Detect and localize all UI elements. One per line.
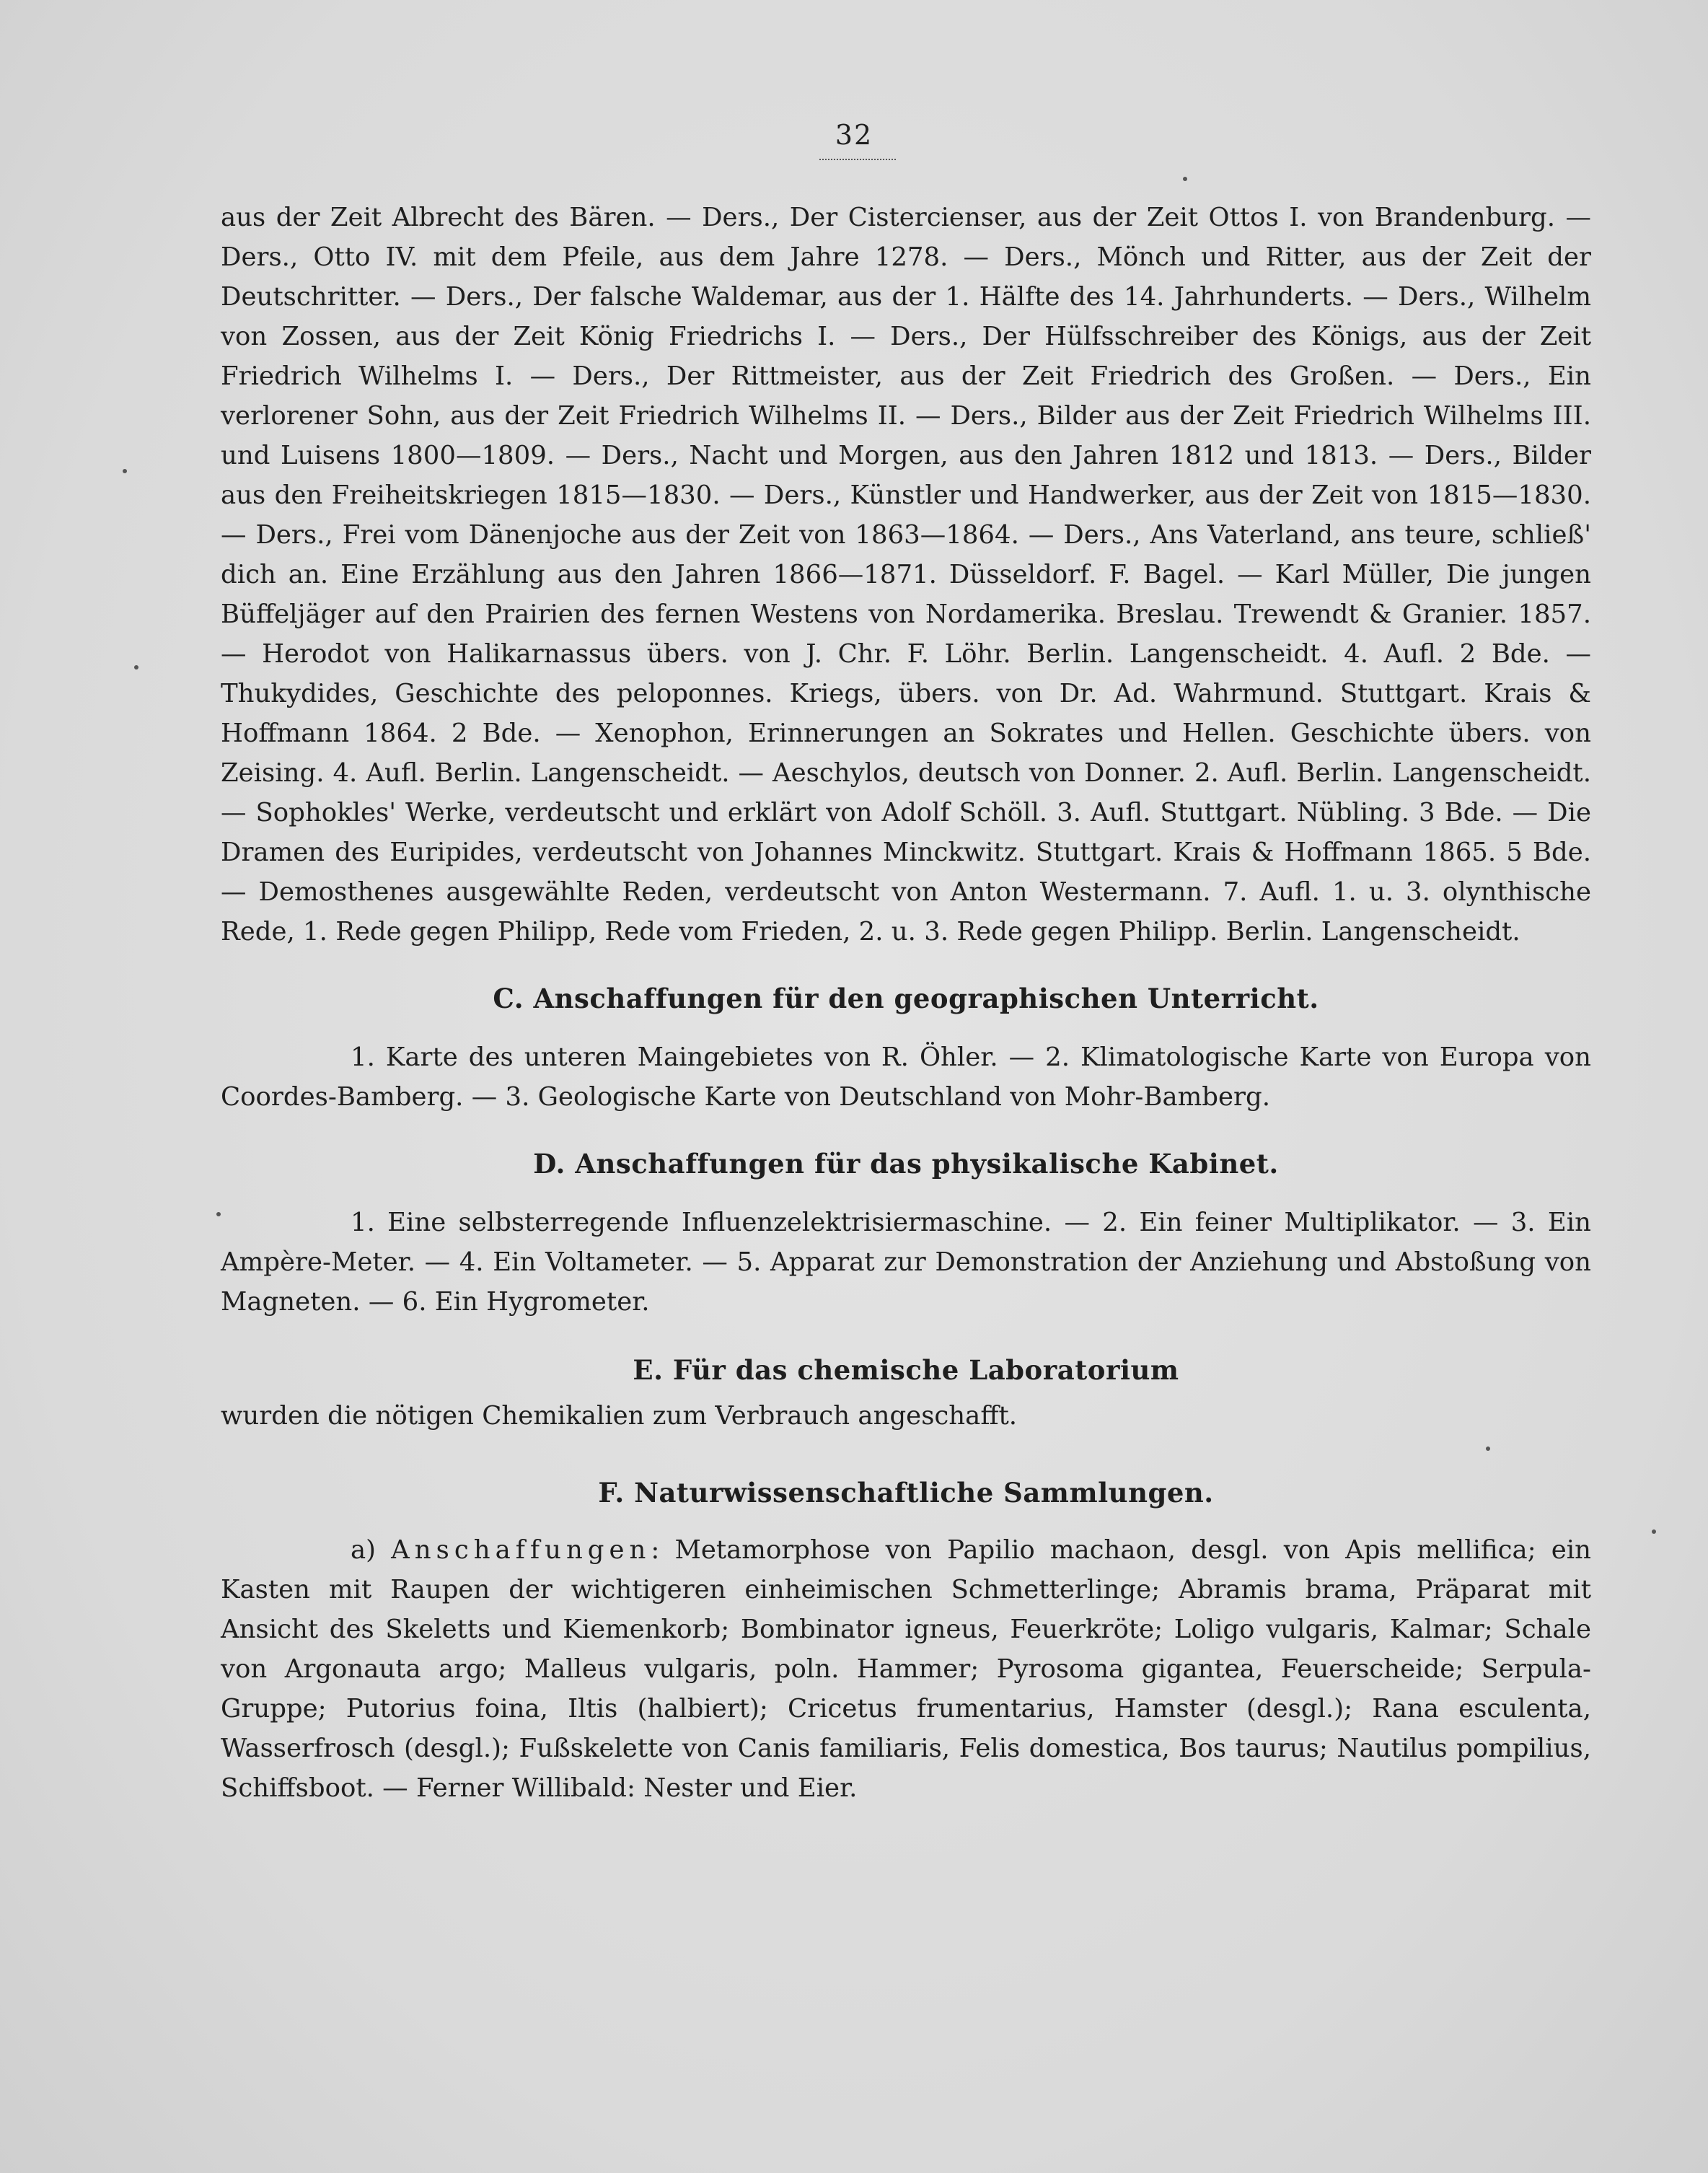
scan-speck <box>1652 1529 1656 1534</box>
section-d-body: 1. Eine selbsterregende Influenzelektrisiermaschine. — 2. Ein feiner Multiplikator. — 3. Ein Ampère-Meter. — 4. Ein Voltameter. — 5. Apparat zur Demonstration der Anziehung und Abstoßung von Magneten. — 6. Ein Hygrometer. <box>221 1208 1591 1317</box>
page-number-underline <box>819 159 896 160</box>
section-f-body <box>221 1530 1591 1808</box>
intro-paragraph: aus der Zeit Albrecht des Bären. — Ders., Der Cistercienser, aus der Zeit Ottos I. von Brandenburg. — Ders., Otto IV. mit dem Pfeile, aus dem Jahre 1278. — Ders., Mönch und Ritter, aus der Zeit der Deutschritter. — Ders., Der falsche Waldemar, aus der 1. Hälfte des 14. Jahrhunderts. — Ders., Wilhelm von Zossen, aus der Zeit König Friedrichs I. — Ders., Der Hülfsschreiber des Königs, aus der Zeit Friedrich Wilhelms I. — Ders., Der Rittmeister, aus der Zeit Friedrich des Großen. — Ders., Ein verlorener Sohn, aus der Zeit Friedrich Wilhelms II. — Ders., Bilder aus der Zeit Friedrich Wilhelms III. und Luisens 1800—1809. — Ders., Nacht und Morgen, aus den Jahren 1812 und 1813. — Ders., Bilder aus den Freiheitskriegen 1815—1830. — Ders., Künstler und Handwerker, aus der Zeit von 1815—1830. — Ders., Frei vom Dänenjoche aus der Zeit von 1863—1864. — Ders., Ans Vaterland, ans teure, schließ' dich an. Eine Erzählung aus den Jahren 1866—1871. Düsseldorf. F. Bagel. — Karl Müller, Die jungen Büffeljäger auf den Prairien des fernen Westens von Nordamerika. Breslau. Trewendt & Granier. 1857. — Herodot von Halikarnassus übers. von J. Chr. F. Löhr. Berlin. Langenscheidt. 4. Aufl. 2 Bde. — Thukydides, Geschichte des peloponnes. Kriegs, übers. von Dr. Ad. Wahrmund. Stuttgart. Krais & Hoffmann 1864. 2 Bde. — Xenophon, Erinnerungen an Sokrates und Hellen. Geschichte übers. von Zeising. 4. Aufl. Berlin. Langenscheidt. — Aeschylos, deutsch von Donner. 2. Aufl. Berlin. Langenscheidt. — Sophokles' Werke, verdeutscht und erklärt von Adolf Schöll. 3. Aufl. Stuttgart. Nübling. 3 Bde. — Die Dramen des Euripides, verdeutscht von Johannes Minckwitz. Stuttgart. Krais & Hoffmann 1865. 5 Bde. — Demosthenes ausgewählte Reden, verdeutscht von Anton Westermann. 7. Aufl. 1. u. 3. olynthische Rede, 1. Rede gegen Philipp, Rede vom Frieden, 2. u. 3. Rede gegen Philipp. Berlin. Langenscheidt. <box>221 203 1591 947</box>
scan-speck <box>216 1212 221 1216</box>
section-e-body: wurden die nötigen Chemikalien zum Verbrauch angeschafft. <box>221 1401 1018 1431</box>
section-c-heading: C. Anschaffungen für den geographischen Unterricht. <box>493 983 1319 1014</box>
scan-speck <box>1486 1447 1490 1451</box>
section-f-text: : Metamorphose von Papilio machaon, desgl. von Apis mellifica; ein Kasten mit Raupen der wichtigeren einheimischen Schmetterlinge; Abramis brama, Präparat mit Ansicht des Skeletts und Kiemenkorb; Bombinator igneus, Feuerkröte; Loligo vulgaris, Kalmar; Schale von Argonauta argo; Malleus vulgaris, poln. Hammer; Pyrosoma gigantea, Feuerscheide; Serpula-Gruppe; Putorius foina, Iltis (halbiert); Cricetus frumentarius, Hamster (desgl.); Rana esculenta, Wasserfrosch (desgl.); Fußskelette von Canis familiaris, Felis domestica, Bos taurus; Nautilus pompilius, Schiffsboot. — Ferner Willibald: Nester und Eier. <box>221 1535 1591 1803</box>
page-body <box>221 198 1591 1808</box>
section-c-body: 1. Karte des unteren Maingebietes von R. Öhler. — 2. Klimatologische Karte von Europa von Coordes-Bamberg. — 3. Geologische Karte von Deutschland von Mohr-Bamberg. <box>221 1042 1591 1112</box>
scan-speck <box>123 469 127 473</box>
section-f-label-spaced: Anschaffungen <box>391 1535 651 1565</box>
page-number: 32 <box>835 119 873 151</box>
section-d-heading: D. Anschaffungen für das physikalische Kabinet. <box>533 1148 1279 1180</box>
section-f-label: a) <box>351 1535 392 1565</box>
section-e-heading: E. Für das chemische Laboratorium <box>633 1354 1179 1386</box>
scan-speck <box>1183 177 1187 181</box>
scan-speck <box>134 665 138 670</box>
section-f-heading: F. Naturwissenschaftliche Sammlungen. <box>598 1477 1214 1509</box>
